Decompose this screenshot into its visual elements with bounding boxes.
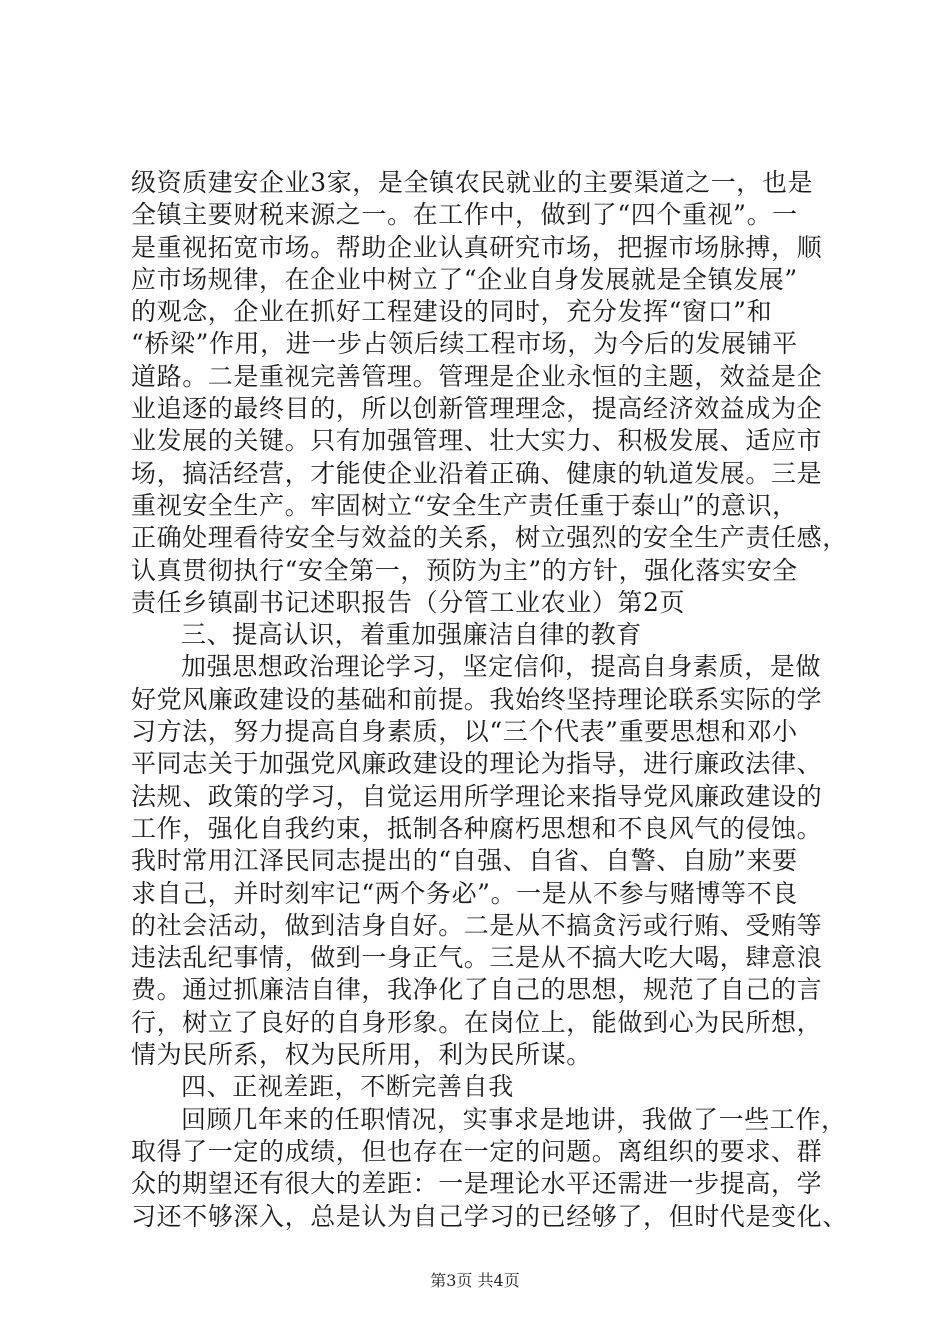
text-line: 费。通过抓廉洁自律，我净化了自己的思想，规范了自己的言: [131, 975, 823, 1005]
text-line: 重视安全生产。牢固树立“安全生产责任重于泰山”的意识，: [131, 490, 798, 520]
text-line: 好党风廉政建设的基础和前提。我始终坚持理论联系实际的学: [131, 684, 823, 714]
text-line: 情为民所系，权为民所用，利为民所谋。: [131, 1040, 592, 1070]
text-line: 行，树立了良好的自身形象。在岗位上，能做到心为民所想，: [131, 1007, 823, 1037]
text-line: 求自己，并时刻牢记“两个务必”。一是从不参与赌博等不良: [131, 878, 798, 908]
paragraph-start-line: 三、提高认识，着重加强廉洁自律的教育: [181, 620, 642, 650]
text-line: 应市场规律，在企业中树立了“企业自身发展就是全镇发展”: [131, 264, 798, 294]
text-line: 认真贯彻执行“安全第一，预防为主”的方针，强化落实安全: [131, 555, 798, 585]
text-line: 正确处理看待安全与效益的关系，树立强烈的安全生产责任感，: [131, 523, 848, 553]
text-line: 习方法，努力提高自身素质，以“三个代表”重要思想和邓小: [131, 717, 798, 747]
text-line: 责任乡镇副书记述职报告（分管工业农业）第2页: [131, 587, 686, 617]
text-line: 级资质建安企业3家，是全镇农民就业的主要渠道之一，也是: [131, 168, 814, 197]
text-line: 的观念，企业在抓好工程建设的同时，充分发挥“窗口”和: [131, 297, 773, 327]
text-line: 违法乱纪事情，做到一身正气。三是从不搞大吃大喝，肆意浪: [131, 943, 823, 973]
paragraph-start-line: 回顾几年来的任职情况，实事求是地讲，我做了一些工作，: [181, 1104, 847, 1134]
text-line: 法规、政策的学习，自觉运用所学理论来指导党风廉政建设的: [131, 781, 823, 811]
text-line: 业发展的关键。只有加强管理、壮大实力、积极发展、适应市: [131, 426, 823, 456]
text-line: 业追逐的最终目的，所以创新管理理念，提高经济效益成为企: [131, 394, 823, 424]
text-line: 全镇主要财税来源之一。在工作中，做到了“四个重视”。一: [131, 200, 798, 230]
page-footer: 第3页 共4页: [430, 1271, 520, 1290]
text-line: 习还不够深入，总是认为自己学习的已经够了，但时代是变化、: [131, 1201, 848, 1231]
text-line: 道路。二是重视完善管理。管理是企业永恒的主题，效益是企: [131, 361, 823, 391]
document-body: [131, 167, 848, 1233]
text-line: 我时常用江泽民同志提出的“自强、自省、自警、自励”来要: [131, 846, 798, 876]
text-line: “桥梁”作用，进一步占领后续工程市场，为今后的发展铺平: [131, 329, 798, 359]
text-line: 是重视拓宽市场。帮助企业认真研究市场，把握市场脉搏，顺: [131, 232, 823, 262]
paragraph-start-line: 加强思想政治理论学习，坚定信仰，提高自身素质，是做: [181, 652, 822, 682]
paragraph-start-line: 四、正视差距，不断完善自我: [181, 1072, 514, 1102]
text-line: 众的期望还有很大的差距：一是理论水平还需进一步提高，学: [131, 1169, 823, 1199]
text-line: 平同志关于加强党风廉政建设的理论为指导，进行廉政法律、: [131, 749, 823, 779]
text-line: 取得了一定的成绩，但也存在一定的问题。离组织的要求、群: [131, 1136, 823, 1166]
text-line: 场，搞活经营，才能使企业沿着正确、健康的轨道发展。三是: [131, 458, 823, 488]
text-line: 的社会活动，做到洁身自好。二是从不搞贪污或行贿、受贿等: [131, 910, 823, 940]
text-line: 工作，强化自我约束，抵制各种腐朽思想和不良风气的侵蚀。: [131, 813, 823, 843]
